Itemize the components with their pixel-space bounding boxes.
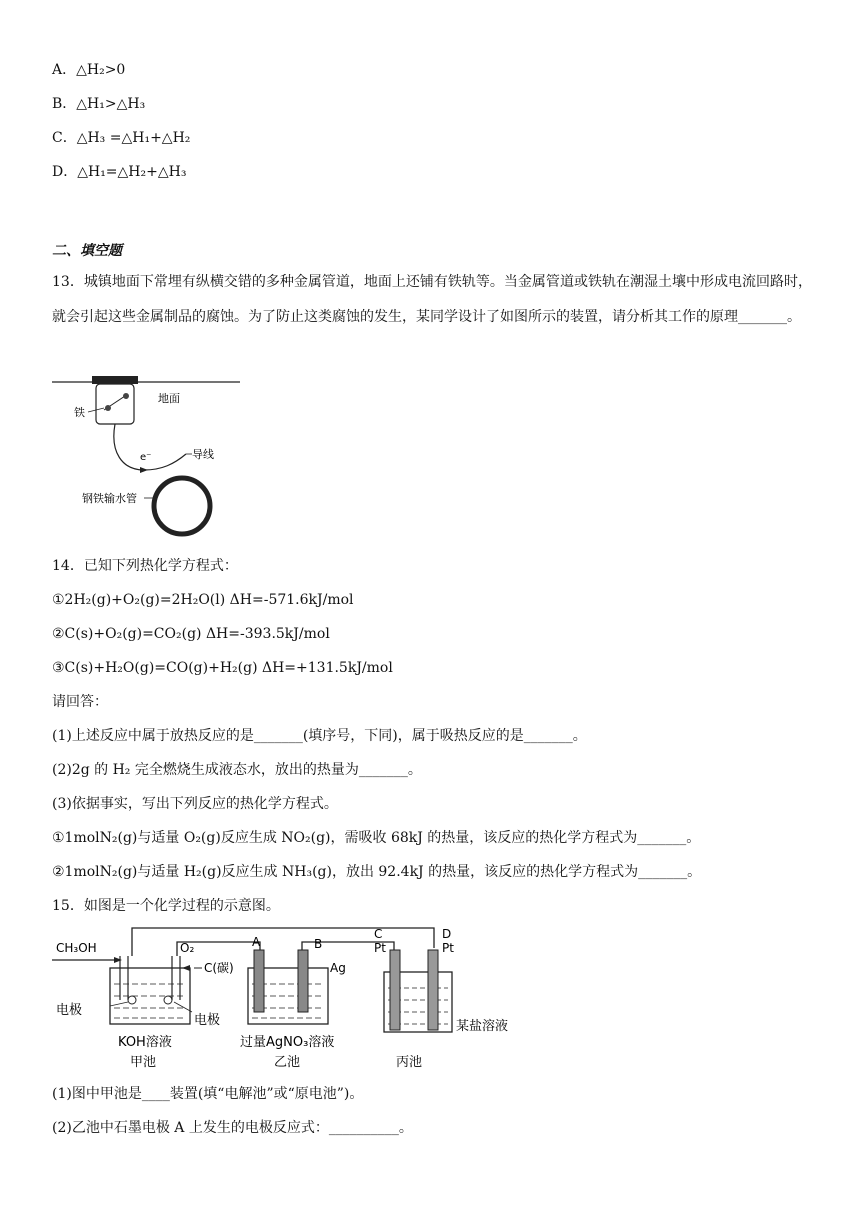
- electrode-right-label: 电极: [194, 1013, 221, 1028]
- yi-label: 乙池: [274, 1055, 301, 1070]
- pipe-label: 钢铁输水管: [82, 492, 137, 505]
- q14-part3: (3)依据事实，写出下列反应的热化学方程式。: [52, 796, 338, 812]
- q14-part1: (1)上述反应中属于放热反应的是_______(填序号，下同)，属于吸热反应的是_______。: [52, 728, 587, 744]
- q14-ask: 请回答：: [52, 694, 108, 710]
- pipe-circle: [154, 478, 210, 534]
- b-label: B: [314, 937, 323, 951]
- q14-eq2: ②C(s)+O₂(g)=CO₂(g) ΔH=-393.5kJ/mol: [52, 626, 330, 642]
- ch3oh-label: CH₃OH: [56, 941, 97, 955]
- q15-intro: 15．如图是一个化学过程的示意图。: [52, 898, 280, 914]
- wire-path: [114, 424, 186, 470]
- electrode-d: [428, 950, 438, 1030]
- pt-c-label: Pt: [374, 941, 386, 955]
- option-d: D．△H₁=△H₂+△H₃: [52, 164, 187, 180]
- electrode-c: [390, 950, 400, 1030]
- option-c: C．△H₃ =△H₁+△H₂: [52, 130, 191, 146]
- q14-part2: (2)2g 的 H₂ 完全燃烧生成液态水，放出的热量为_______。: [52, 762, 422, 778]
- q14-part3b: ②1molN₂(g)与适量 H₂(g)反应生成 NH₃(g)，放出 92.4kJ 的热量，该反应的热化学方程式为_______。: [52, 864, 702, 880]
- o2-label: O₂: [180, 941, 195, 955]
- q14-part3a: ①1molN₂(g)与适量 O₂(g)反应生成 NO₂(g)，需吸收 68kJ 的热量，该反应的热化学方程式为_______。: [52, 830, 701, 846]
- c-label: C: [374, 927, 383, 941]
- option-b: B．△H₁>△H₃: [52, 96, 146, 112]
- jia-label: 甲池: [130, 1055, 157, 1070]
- option-a: A．△H₂>0: [52, 62, 126, 78]
- agno3-label: 过量AgNO₃溶液: [240, 1035, 335, 1050]
- electrode-left-label: 电极: [56, 1003, 83, 1018]
- koh-label: KOH溶液: [118, 1035, 172, 1050]
- ag-label: Ag: [330, 961, 346, 975]
- bing-label: 丙池: [396, 1055, 423, 1070]
- q15-part1: (1)图中甲池是____装置(填“电解池”或“原电池”)。: [52, 1086, 364, 1102]
- q15-figure: [52, 920, 522, 1076]
- d-label: D: [442, 927, 452, 941]
- pt-d-label: Pt: [442, 941, 454, 955]
- electrode-b: [298, 950, 308, 1012]
- section-title: 二、填空题: [52, 243, 122, 259]
- q13-figure: [52, 372, 252, 540]
- cap: [92, 376, 138, 384]
- q13-text: 13．城镇地面下常埋有纵横交错的多种金属管道，地面上还铺有铁轨等。当金属管道或铁轨在潮湿土壤中形成电流回路时，就会引起这些金属制品的腐蚀。为了防止这类腐蚀的发生，某同学设计了如图所示的装置，请分析其工作的原理_______。: [52, 274, 812, 325]
- iron-box: [96, 384, 134, 424]
- wire-label: 导线: [192, 448, 214, 461]
- q14-eq3: ③C(s)+H₂O(g)=CO(g)+H₂(g) ΔH=+131.5kJ/mol: [52, 660, 393, 676]
- ground-label: 地面: [158, 392, 180, 405]
- electron-label: e⁻: [140, 452, 152, 463]
- q14-eq1: ①2H₂(g)+O₂(g)=2H₂O(l) ΔH=-571.6kJ/mol: [52, 592, 354, 608]
- q14-intro: 14．已知下列热化学方程式：: [52, 558, 238, 574]
- iron-label: 铁: [74, 406, 85, 419]
- a-label: A: [252, 935, 261, 949]
- q15-part2: (2)乙池中石墨电极 A 上发生的电极反应式：__________。: [52, 1120, 413, 1136]
- electrode-a: [254, 950, 264, 1012]
- salt-label: 某盐溶液: [456, 1019, 509, 1034]
- carbon-label: C(碳): [204, 961, 234, 975]
